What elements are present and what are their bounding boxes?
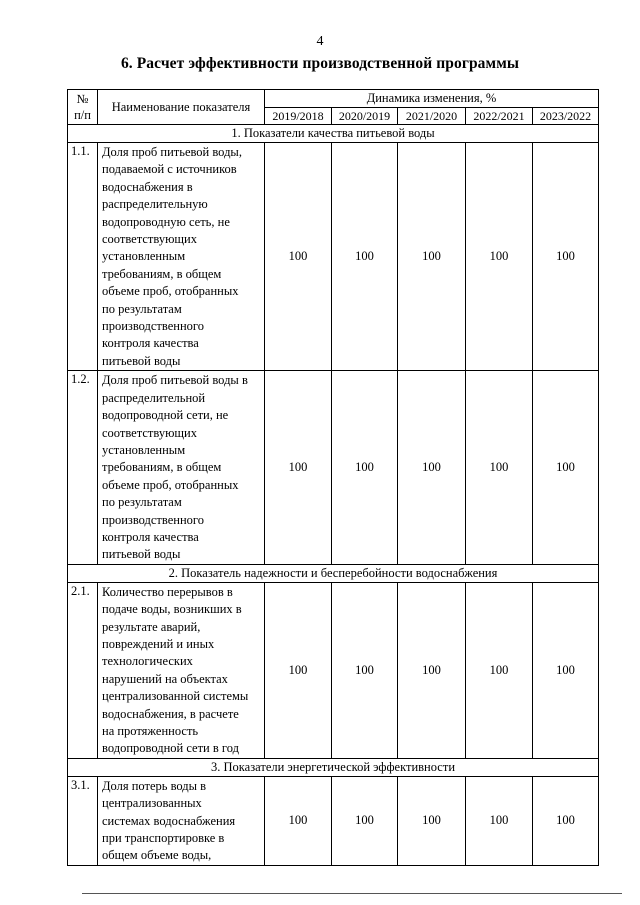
indicator-name-line: распределительной xyxy=(102,390,206,405)
indicator-name-line: по результатам xyxy=(102,495,182,510)
indicator-name-line: контроля качества xyxy=(102,336,199,351)
dynamics-value: 100 xyxy=(265,371,332,564)
dynamics-value: 100 xyxy=(398,776,466,865)
indicator-name-line: установленным xyxy=(102,442,186,457)
indicator-name-line: подаваемой с источников xyxy=(102,162,237,177)
efficiency-table xyxy=(67,89,599,866)
row-number: 2.1. xyxy=(68,582,98,758)
dynamics-value: 100 xyxy=(466,776,533,865)
indicator-name-line: производственного xyxy=(102,319,204,334)
section-row xyxy=(68,125,599,143)
indicator-name xyxy=(98,776,265,865)
table-row xyxy=(68,776,599,865)
indicator-name-line: системах водоснабжения xyxy=(102,813,236,828)
dynamics-value: 100 xyxy=(533,582,599,758)
indicator-name-line: водопроводной сети в год xyxy=(102,741,239,756)
dynamics-value: 100 xyxy=(332,371,398,564)
table-body xyxy=(68,125,599,866)
table-row xyxy=(68,371,599,564)
page-title: 6. Расчет эффективности производственной программы xyxy=(120,55,520,72)
header-year: 2021/2020 xyxy=(398,107,466,125)
dynamics-value: 100 xyxy=(466,371,533,564)
indicator-name xyxy=(98,582,265,758)
indicator-name-line: требованиям, в общем xyxy=(102,266,222,281)
section-title: 1. Показатели качества питьевой воды xyxy=(68,125,599,143)
indicator-name-line: производственного xyxy=(102,512,204,527)
indicator-name-line: питьевой воды xyxy=(102,547,181,562)
dynamics-value: 100 xyxy=(398,143,466,371)
section-row xyxy=(68,564,599,582)
dynamics-value: 100 xyxy=(533,776,599,865)
header-year: 2022/2021 xyxy=(466,107,533,125)
indicator-name-line: соответствующих xyxy=(102,425,197,440)
indicator-name-line: результате аварий, xyxy=(102,619,201,634)
indicator-name-line: водоснабжения в xyxy=(102,179,193,194)
table-row xyxy=(68,143,599,371)
indicator-name xyxy=(98,371,265,564)
indicator-name-line: централизованной системы xyxy=(102,689,249,704)
dynamics-value: 100 xyxy=(332,776,398,865)
header-number xyxy=(68,90,98,125)
table-row xyxy=(68,582,599,758)
page-number: 4 xyxy=(316,34,324,49)
dynamics-value: 100 xyxy=(265,582,332,758)
indicator-name-line: Доля потерь воды в xyxy=(102,778,207,793)
indicator-name-line: на протяженность xyxy=(102,724,199,738)
indicator-name-line: установленным xyxy=(102,249,186,264)
indicator-name-line: при транспортировке в xyxy=(102,831,225,846)
indicator-name-line: объеме проб, отобранных xyxy=(102,477,239,492)
indicator-name-line: распределительную xyxy=(102,197,208,212)
dynamics-value: 100 xyxy=(265,143,332,371)
indicator-name-line: Доля проб питьевой воды, xyxy=(102,145,242,159)
indicator-name-line: питьевой воды xyxy=(102,353,181,368)
indicator-name-line: общем объеме воды, xyxy=(102,848,212,863)
indicator-name xyxy=(98,143,265,371)
dynamics-value: 100 xyxy=(466,143,533,371)
indicator-name-line: требованиям, в общем xyxy=(102,460,222,475)
bottom-rule xyxy=(82,893,622,894)
dynamics-value: 100 xyxy=(533,371,599,564)
dynamics-value: 100 xyxy=(332,582,398,758)
section-title: 2. Показатель надежности и бесперебойности водоснабжения xyxy=(68,564,599,582)
indicator-name-line: централизованных xyxy=(102,796,202,811)
header-number-line1: № xyxy=(76,92,89,106)
dynamics-value: 100 xyxy=(332,143,398,371)
indicator-name-line: водопроводной сети, не xyxy=(102,408,229,423)
dynamics-value: 100 xyxy=(265,776,332,865)
header-indicator-name: Наименование показателя xyxy=(98,90,265,125)
indicator-name-line: Количество перерывов в xyxy=(102,584,233,599)
indicator-name-line: по результатам xyxy=(102,301,182,316)
row-number: 3.1. xyxy=(68,776,98,865)
header-year: 2023/2022 xyxy=(533,107,599,125)
indicator-name-line: технологических xyxy=(102,654,193,669)
dynamics-value: 100 xyxy=(398,582,466,758)
indicator-name-line: нарушений на объектах xyxy=(102,671,228,686)
indicator-name-line: водопроводную сеть, не xyxy=(102,214,230,229)
header-year: 2020/2019 xyxy=(332,107,398,125)
indicator-name-line: объеме проб, отобранных xyxy=(102,284,239,299)
row-number: 1.2. xyxy=(68,371,98,564)
dynamics-value: 100 xyxy=(398,371,466,564)
indicator-name-line: повреждений и иных xyxy=(102,636,215,651)
section-row xyxy=(68,758,599,776)
header-year: 2019/2018 xyxy=(265,107,332,125)
dynamics-value: 100 xyxy=(466,582,533,758)
section-title: 3. Показатели энергетической эффективности xyxy=(68,758,599,776)
indicator-name-line: водоснабжения, в расчете xyxy=(102,706,239,721)
dynamics-value: 100 xyxy=(533,143,599,371)
header-dynamics: Динамика изменения, % xyxy=(265,90,599,108)
indicator-name-line: Доля проб питьевой воды в xyxy=(102,373,248,388)
header-number-line2: п/п xyxy=(74,108,91,122)
indicator-name-line: соответствующих xyxy=(102,232,197,247)
indicator-name-line: подаче воды, возникших в xyxy=(102,602,242,617)
row-number: 1.1. xyxy=(68,143,98,371)
indicator-name-line: контроля качества xyxy=(102,529,199,544)
